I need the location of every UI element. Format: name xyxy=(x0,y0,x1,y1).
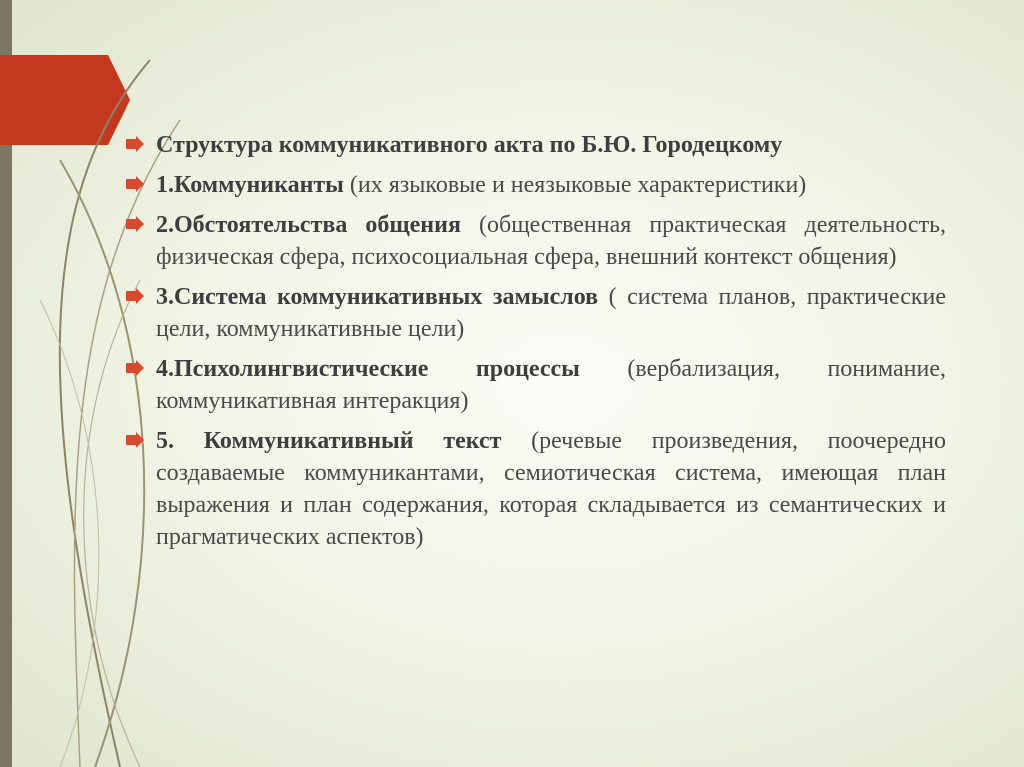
item-title: 1.Коммуниканты xyxy=(156,172,344,198)
list-item xyxy=(126,129,946,161)
list-item xyxy=(126,425,946,553)
item-title: 5. Коммуникативный текст xyxy=(156,428,502,454)
arrow-bullet-icon xyxy=(126,176,144,192)
item-description: (их языковые и неязыковые характеристики) xyxy=(343,172,807,198)
item-description: (вербализация, понимание, коммуникативная интеракция) xyxy=(156,356,946,414)
arrow-bullet-icon xyxy=(126,288,144,304)
arrow-bullet-icon xyxy=(126,216,144,232)
item-title: 2.Обстоятельства общения xyxy=(156,212,461,238)
item-title: Структура коммуникативного акта по Б.Ю. Городецкому xyxy=(156,132,783,158)
item-title: 4.Психолингвистические процессы xyxy=(156,356,580,382)
list-item xyxy=(126,209,946,273)
decor-curve-5 xyxy=(40,300,99,767)
arrow-bullet-icon xyxy=(126,432,144,448)
red-arrow-tab xyxy=(0,55,130,145)
list-item xyxy=(126,169,946,201)
arrow-bullet-icon xyxy=(126,360,144,376)
item-description: (общественная практическая деятельность, физическая сфера, психосоциальная сфера, внешний контекст общения) xyxy=(156,212,947,270)
item-description: ( система планов, практические цели, коммуникативные цели) xyxy=(156,284,946,342)
bullet-list xyxy=(126,129,946,561)
item-description: (речевые произведения, поочередно создаваемые коммуникантами, семиотическая система, имеющая план выражения и план содержания, которая складывается из семантических и прагматических аспектов) xyxy=(156,428,947,550)
arrow-bullet-icon xyxy=(126,136,144,152)
list-item xyxy=(126,281,946,345)
item-title: 3.Система коммуникативных замыслов xyxy=(156,284,599,310)
list-item xyxy=(126,353,946,417)
